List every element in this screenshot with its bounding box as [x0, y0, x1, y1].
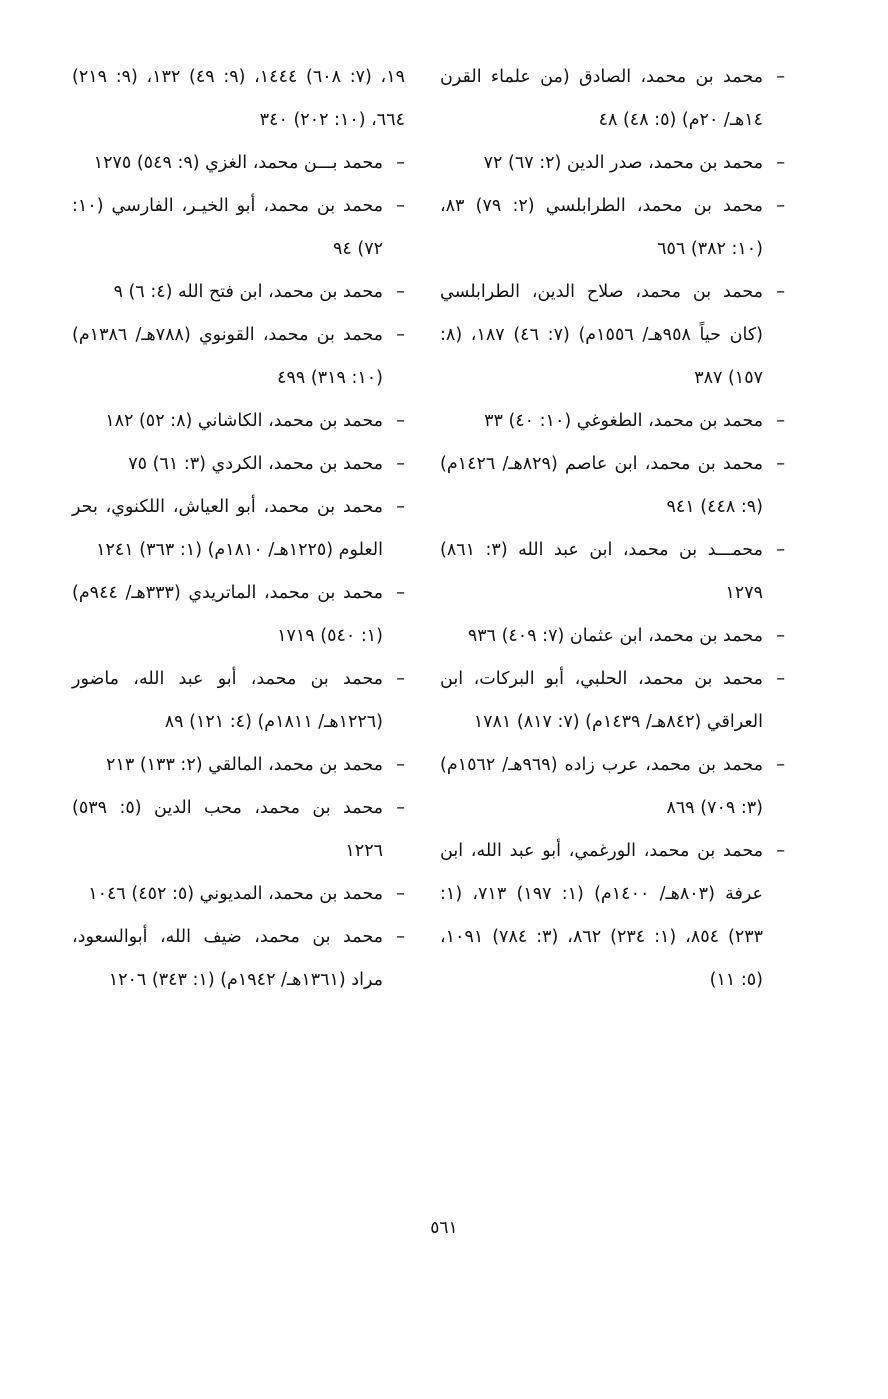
entry-dash: –	[776, 626, 785, 646]
entry-dash: –	[396, 755, 405, 775]
index-entry	[440, 744, 785, 830]
entry-dash: –	[396, 325, 405, 345]
index-entry	[72, 873, 405, 916]
entry-text: محمد بن محمد، ابن عثمان (٧: ٤٠٩) ٩٣٦	[467, 626, 763, 646]
entry-text: محمد بن محمد، الحلبي، أبو البركات، ابن العراقي (٨٤٢هـ/ ١٤٣٩م) (٧: ٨١٧) ١٧٨١	[440, 669, 763, 732]
entry-text: محمد بن محمد، ابن فتح الله (٤: ٦) ٩	[113, 282, 383, 302]
entry-text: محمد بن محمد، أبو عبد الله، ماضور (١٢٢٦هـ/ ١٨١١م) (٤: ١٢١) ٨٩	[72, 669, 383, 732]
page-number: ٥٦١	[430, 1218, 458, 1238]
entry-dash: –	[776, 669, 785, 689]
entry-text: محمد بن محمد، المديوني (٥: ٤٥٢) ١٠٤٦	[88, 884, 383, 904]
entry-text: محمد بن محمد، ابن عاصم (٨٢٩هـ/ ١٤٢٦م) (٩: ٤٤٨) ٩٤١	[440, 454, 763, 517]
entry-dash: –	[396, 927, 405, 947]
index-entry	[72, 271, 405, 314]
entry-text: محمد بن محمد، الطغوغي (١٠: ٤٠) ٣٣	[484, 411, 763, 431]
index-entry	[440, 56, 785, 142]
entry-dash: –	[776, 67, 785, 87]
entry-dash: –	[396, 583, 405, 603]
entry-text: محمد بن محمد، الطرابلسي (٢: ٧٩) ٨٣، (١٠: ٣٨٢) ٦٥٦	[440, 196, 763, 259]
index-entry	[440, 658, 785, 744]
entry-dash: –	[396, 411, 405, 431]
entry-dash: –	[396, 884, 405, 904]
index-entry	[440, 443, 785, 529]
entry-text: محمد بن محمد، الكاشاني (٨: ٥٢) ١٨٢	[105, 411, 383, 431]
entry-text: محمد بن محمد، ضيف الله، أبوالسعود، مراد (١٣٦١هـ/ ١٩٤٢م) (١: ٣٤٣) ١٢٠٦	[72, 927, 383, 990]
entry-text: محمد بن محمد، صلاح الدين، الطرابلسي (كان حياً ٩٥٨هـ/ ١٥٥٦م) (٧: ٤٦) ١٨٧، (٨: ١٥٧) ٣٨٧	[440, 282, 763, 388]
entry-text: محمد بن محمد، صدر الدين (٢: ٦٧) ٧٢	[483, 153, 763, 173]
index-entry	[72, 142, 405, 185]
entry-dash: –	[776, 540, 785, 560]
right-column	[440, 56, 785, 1002]
entry-dash: –	[776, 841, 785, 861]
entry-text: محمـــد بن محمد، ابن عبد الله (٣: ٨٦١) ١٢٧٩	[440, 540, 763, 603]
index-entry	[440, 400, 785, 443]
entry-text: محمد بن محمد، أبو الخيـر، الفارسي (١٠: ٧٢) ٩٤	[72, 196, 383, 259]
entry-text: محمد بن محمد، المالقي (٢: ١٣٣) ٢١٣	[106, 755, 383, 775]
index-entry	[72, 400, 405, 443]
entry-dash: –	[396, 196, 405, 216]
index-entry	[440, 271, 785, 400]
entry-dash: –	[776, 282, 785, 302]
entry-text: محمد بن محمد، محب الدين (٥: ٥٣٩) ١٢٢٦	[72, 798, 383, 861]
left-column	[72, 56, 405, 1002]
entry-text: محمد بن محمد، أبو العياش، اللكنوي، بحر العلوم (١٢٢٥هـ/ ١٨١٠م) (١: ٣٦٣) ١٢٤١	[72, 497, 383, 560]
index-entry	[440, 142, 785, 185]
index-entry	[72, 443, 405, 486]
entry-text: محمد بن محمد، الكردي (٣: ٦١) ٧٥	[128, 454, 383, 474]
index-entry	[72, 572, 405, 658]
entry-text: محمد بـــن محمد، الغزي (٩: ٥٤٩) ١٢٧٥	[93, 153, 383, 173]
entry-dash: –	[776, 196, 785, 216]
entry-text: محمد بن محمد، الورغمي، أبو عبد الله، ابن عرفة (٨٠٣هـ/ ١٤٠٠م) (١: ١٩٧) ٧١٣، (١: ٢٣٣) ٨٥٤، (١: ٢٣٤) ٨٦٢، (٣: ٧٨٤) ١٠٩١، (٥: ١١)	[440, 841, 764, 990]
index-entry	[72, 787, 405, 873]
entry-dash: –	[396, 282, 405, 302]
entry-text: محمد بن محمد، الماتريدي (٣٣٣هـ/ ٩٤٤م) (١: ٥٤٠) ١٧١٩	[72, 583, 383, 646]
index-entry	[440, 615, 785, 658]
entry-dash: –	[396, 454, 405, 474]
entry-text: محمد بن محمد، عرب زاده (٩٦٩هـ/ ١٥٦٢م) (٣: ٧٠٩) ٨٦٩	[440, 755, 763, 818]
entry-dash: –	[776, 755, 785, 775]
entry-dash: –	[396, 497, 405, 517]
entry-text: محمد بن محمد، الصادق (من علماء القرن ١٤هـ/ ٢٠م) (٥: ٤٨) ٤٨	[440, 67, 763, 130]
index-entry	[72, 658, 405, 744]
entry-dash: –	[776, 153, 785, 173]
entry-dash: –	[396, 798, 405, 818]
entry-continuation: ١٩، (٧: ٦٠٨) ١٤٤٤، (٩: ٤٩) ١٣٢، (٩: ٢١٩) ٦٦٤، (١٠: ٢٠٢) ٣٤٠	[72, 67, 405, 130]
index-entry	[72, 486, 405, 572]
entry-dash: –	[396, 153, 405, 173]
index-entry	[72, 314, 405, 400]
index-entry	[72, 744, 405, 787]
index-entry	[440, 830, 785, 1002]
index-entry	[440, 529, 785, 615]
entry-text: محمد بن محمد، القونوي (٧٨٨هـ/ ١٣٨٦م) (١٠: ٣١٩) ٤٩٩	[72, 325, 383, 388]
index-entry	[72, 185, 405, 271]
index-entry	[72, 916, 405, 1002]
entry-dash: –	[776, 411, 785, 431]
entry-dash: –	[776, 454, 785, 474]
index-entry	[440, 185, 785, 271]
entry-dash: –	[396, 669, 405, 689]
